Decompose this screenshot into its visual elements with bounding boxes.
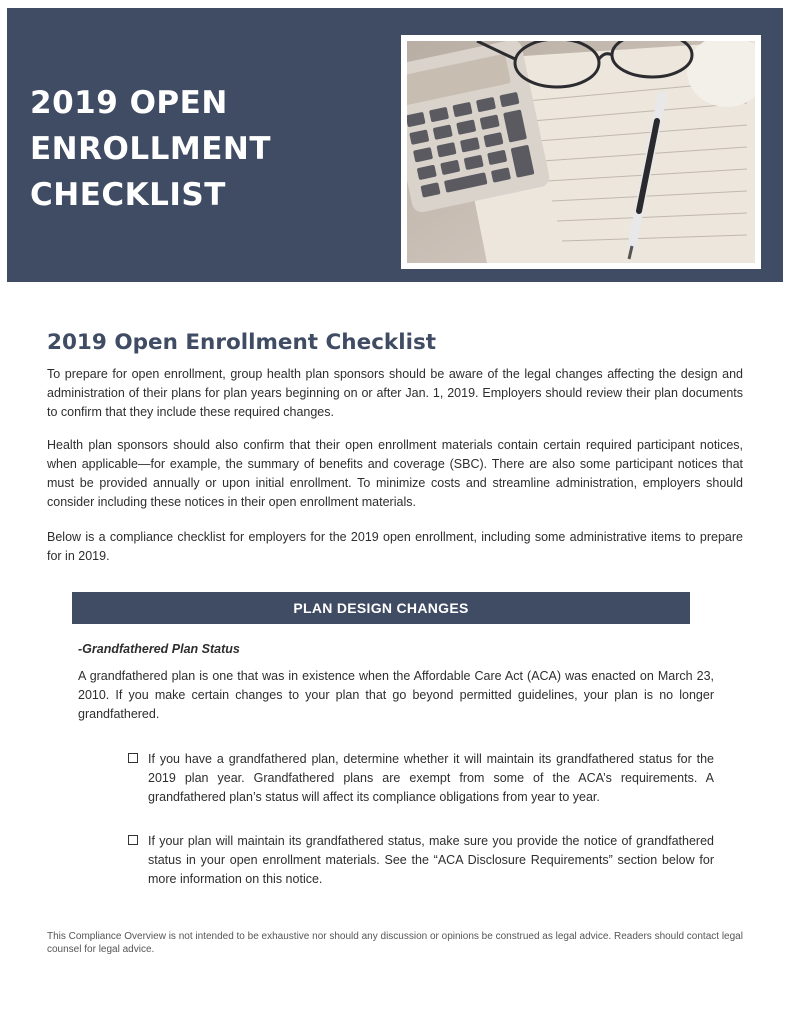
intro-paragraph-2: Health plan sponsors should also confirm that their open enrollment materials contain certain required participant notices, when applicable—for example, the summary of benefits and coverage (SBC). There are also some participant notices that must be provided annually or upon initial enrollment. To minimize costs and streamline administration, employers should consider including these notices in their open enrollment materials. [47,438,743,509]
section-heading: PLAN DESIGN CHANGES [293,600,469,616]
banner-title [30,80,370,218]
calculator-glasses-pen-photo [407,41,755,263]
banner-title-line: ENROLLMENT [30,131,271,167]
footer-disclaimer: This Compliance Overview is not intended to be exhaustive nor should any discussion or opinions be construed as legal advice. Readers should contact legal counsel for legal advice. [47,931,743,955]
header-banner [7,8,783,282]
subsection-heading: -Grandfathered Plan Status [78,642,240,656]
section-heading-bar [72,592,690,624]
checkbox[interactable] [128,753,138,763]
checklist-item-text: If you have a grandfathered plan, determine whether it will maintain its grandfathered status for the 2019 plan year. Grandfathered plans are exempt from some of the ACA’s requirements. A grandfathered plan’s status will affect its compliance obligations from year to year. [148,752,714,804]
checklist-item [128,750,714,807]
intro-paragraph-3: Below is a compliance checklist for employers for the 2019 open enrollment, including some administrative items to prepare for in 2019. [47,530,743,563]
checklist-item-text: If your plan will maintain its grandfathered status, make sure you provide the notice of grandfathered status in your open enrollment materials. See the “ACA Disclosure Requirements” section below for more information on this notice. [148,834,714,886]
section-body-paragraph: A grandfathered plan is one that was in existence when the Affordable Care Act (ACA) was enacted on March 23, 2010. If you make certain changes to your plan that go beyond permitted guidelines, your plan is no longer grandfathered. [78,669,714,721]
banner-title-line: CHECKLIST [30,177,226,213]
photo-illustration [407,41,755,263]
banner-title-line: 2019 OPEN [30,85,228,121]
photo-frame [401,35,761,269]
page-title: 2019 Open Enrollment Checklist [47,330,437,355]
checklist-item [128,832,714,889]
checkbox[interactable] [128,835,138,845]
intro-paragraph-1: To prepare for open enrollment, group health plan sponsors should be aware of the legal changes affecting the design and administration of their plans for plan years beginning on or after Jan. 1, 2019. Employers should review their plan documents to confirm that they include these required changes. [47,367,743,419]
